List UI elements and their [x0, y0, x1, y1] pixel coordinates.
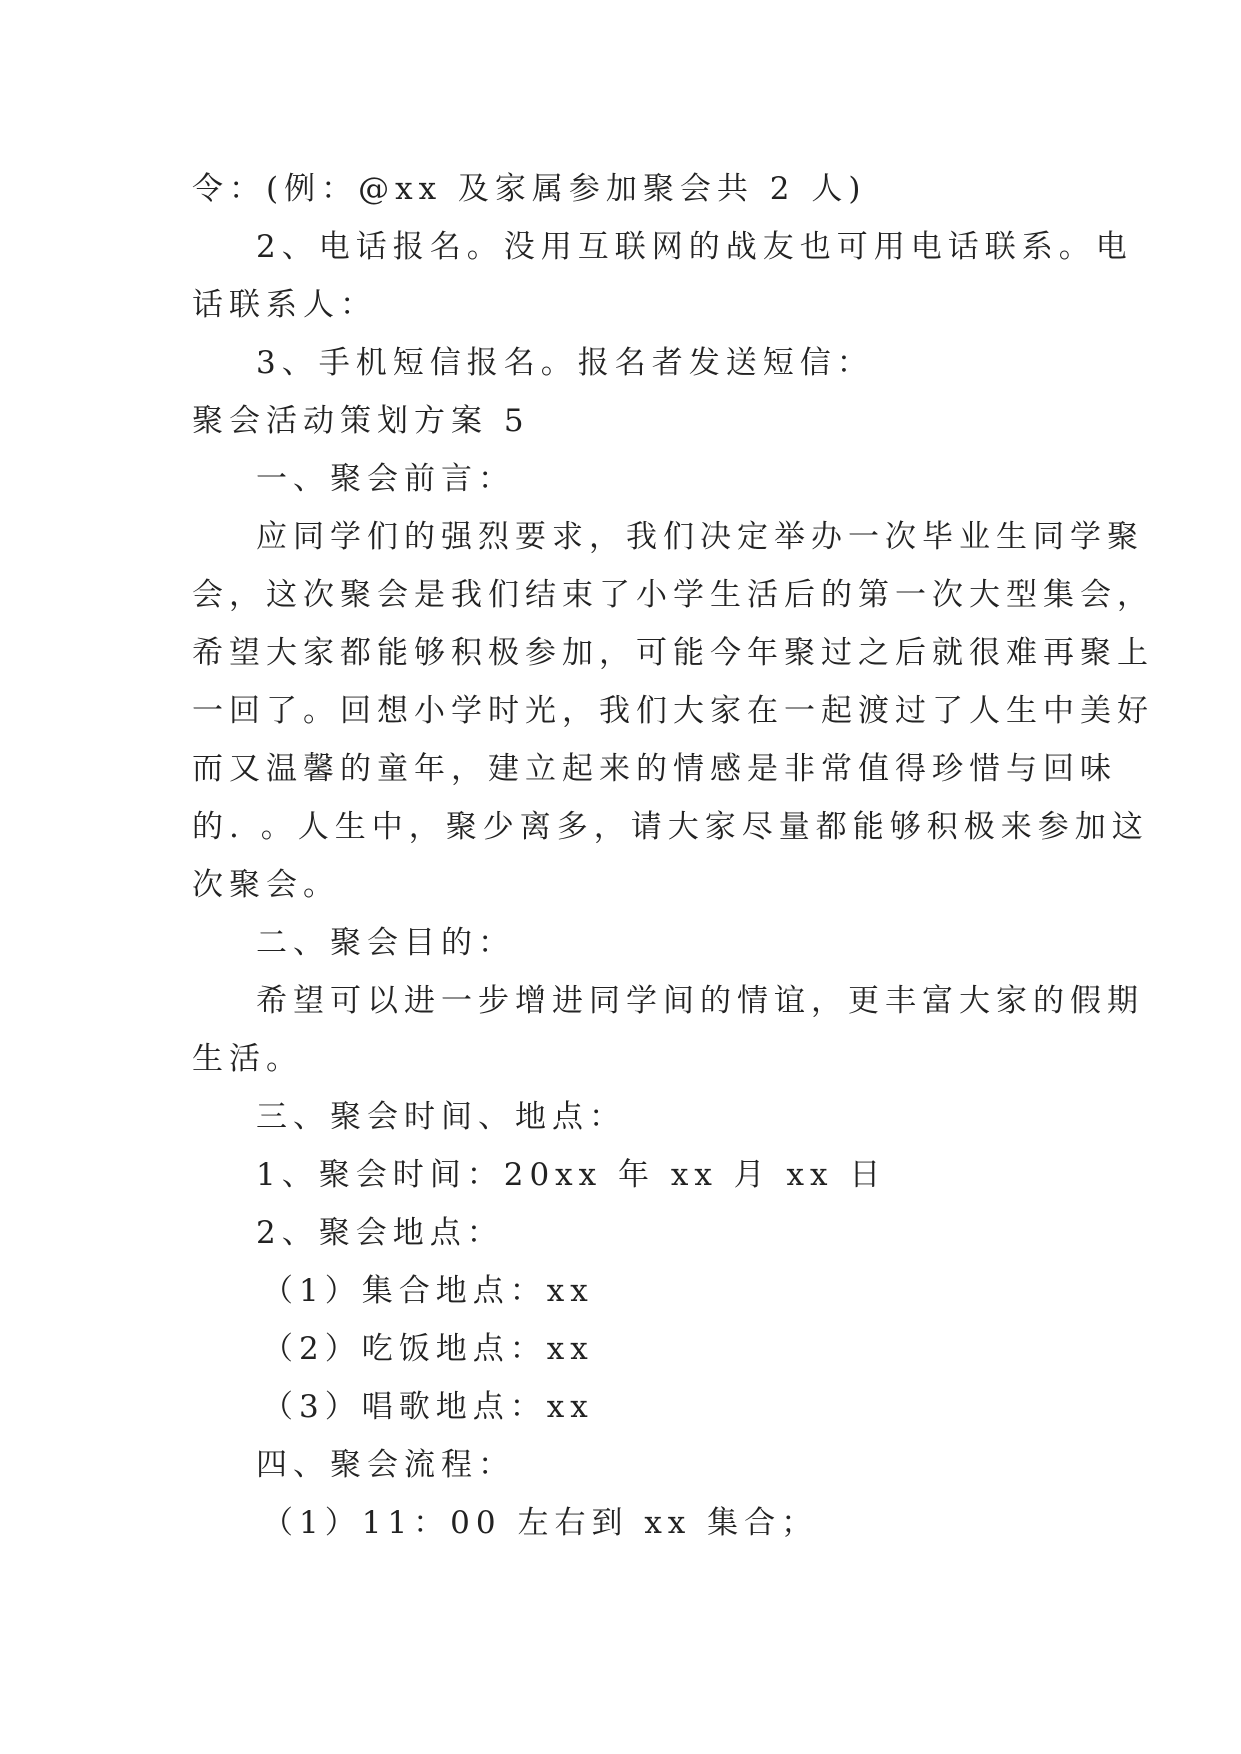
list-item: （2）吃饭地点：xx — [262, 1331, 594, 1367]
text-line: 2、聚会地点： — [256, 1215, 504, 1251]
text-line: 生活。 — [192, 1041, 303, 1077]
section-title: 聚会活动策划方案 5 — [192, 403, 530, 439]
text-line: 1、聚会时间：20xx 年 xx 月 xx 日 — [256, 1157, 887, 1193]
text-line: 3、手机短信报名。报名者发送短信： — [256, 345, 874, 381]
text-line: 而又温馨的童年，建立起来的情感是非常值得珍惜与回味 — [192, 751, 1117, 787]
text-line: 一回了。回想小学时光，我们大家在一起渡过了人生中美好 — [192, 693, 1154, 729]
list-item: （1）集合地点：xx — [262, 1273, 594, 1309]
document-body — [192, 160, 1154, 1552]
heading-time-place: 三、聚会时间、地点： — [256, 1099, 626, 1135]
text-line: 会，这次聚会是我们结束了小学生活后的第一次大型集会， — [192, 577, 1154, 613]
heading-process: 四、聚会流程： — [256, 1447, 515, 1483]
heading-preface: 一、聚会前言： — [256, 461, 515, 497]
text-line: 的. 。人生中，聚少离多，请大家尽量都能够积极来参加这 — [192, 809, 1149, 845]
text-line: 希望大家都能够积极参加，可能今年聚过之后就很难再聚上 — [192, 635, 1154, 671]
text-line: 希望可以进一步增进同学间的情谊，更丰富大家的假期 — [256, 983, 1144, 1019]
text-line: 次聚会。 — [192, 867, 340, 903]
list-item: （1）11：00 左右到 xx 集合； — [262, 1505, 819, 1541]
text-line: 话联系人： — [192, 287, 377, 323]
heading-purpose: 二、聚会目的： — [256, 925, 515, 961]
text-line: 2、电话报名。没用互联网的战友也可用电话联系。电 — [256, 229, 1133, 265]
text-line: 令：(例：@xx 及家属参加聚会共 2 人) — [192, 171, 867, 207]
text-line: 应同学们的强烈要求，我们决定举办一次毕业生同学聚 — [256, 519, 1144, 555]
list-item: （3）唱歌地点：xx — [262, 1389, 594, 1425]
